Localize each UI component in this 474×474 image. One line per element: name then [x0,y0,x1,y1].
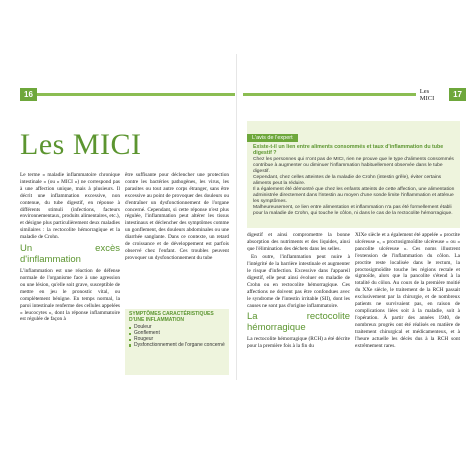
symptom-item: Gonflement [129,331,225,337]
right-column-2 [355,232,460,351]
page-number: 17 [449,88,466,101]
expert-answer: Chez les personnes qui n'ont pas de MICI, rien ne prouve que le type d'aliments consommés contribue à augmenter ou diminuer l'inflammation habituellement observée dans le tube digestif. [253,157,454,175]
body-paragraph: L'inflammation est une réaction de défense normale de l'organisme face à une agression ou une lésion, qu'elle soit grave, susceptible de mettre en jeu le pronostic vital, ou complètement bénigne. En temps normal, la paroi intestinale renferme des cellules appelées « leucocytes », dont la réponse inflammatoire est régulée de façon à [20,268,120,323]
expert-question: Existe-t-il un lien entre aliments consommés et taux d'inflammation du tube digestif ? [253,144,444,157]
bullet-square-icon [129,327,131,329]
symptoms-box [125,309,229,375]
right-page [237,54,466,380]
left-column-2 [125,172,229,263]
bullet-square-icon [129,333,131,335]
symptoms-list [129,325,225,348]
expert-answer: Malheureusement, ce lien entre alimentation et inflammation n'a pas été formellement établi pour la maladie de Crohn, qui touche le côlon, ni dans le cas de la rectocolite hémorragique. [253,205,453,217]
body-paragraph: En outre, l'inflammation peut nuire à l'intégrité de la barrière intestinale et augmenter le risque d'infection. Excessive dans l'appareil digestif, elle peut ainsi évoluer en maladie de Crohn ou en rectocolite hémorragique. Ces affections ne doivent pas être confondues avec le syndrome de l'intestin irritable (SII), dont les causes ne sont pas d'origine inflammatoire. [247,254,350,309]
section-heading: La rectocolite hémorragique [247,311,350,333]
symptom-item: Dysfonctionnement de l'organe concerné [129,343,225,349]
folio-rule [37,93,235,96]
bullet-square-icon [129,339,131,341]
bullet-square-icon [129,344,131,346]
folio-rule [243,93,416,96]
left-folio [20,88,235,101]
left-column-1 [20,172,120,325]
running-head: Les MICI [419,87,435,102]
page-title: Les MICI [20,128,142,161]
body-paragraph: être suffisante pour déclencher une protection contre les bactéries pathogènes, les virus, les parasites ou tout autre corps étranger, sans être excessive au point de provoquer des douleurs ou d'entraîner un dysfonctionnement de l'organe concerné. Cependant, si cette réponse n'est plus régulée, l'inflammation peut altérer les tissus intestinaux et déclencher des symptômes comme un gonflement, des douleurs abdominales ou une diarrhée sanglante. Dans ce contexte, un retard de croissance et de développement est parfois observé chez l'enfant. Ces troubles peuvent provoquer un dysfonctionnement du tube [125,172,229,261]
page-number: 16 [20,88,37,101]
right-folio [243,88,466,101]
section-heading: Un excès d'inflammation [20,243,120,265]
symptom-item: Rougeur [129,337,225,343]
left-page [8,54,237,380]
symptom-item: Douleur [129,325,225,331]
expert-answer: Il a également été démontré que chez les enfants atteints de cette affection, une alimentation administrée directement dans l'intestin au moyen d'une sonde limite l'inflammation et atténue les symptômes. [253,187,455,205]
body-paragraph: XIXe siècle et a également été appelée « proctite ulcéreuse », « proctosigmoïdite ulcéreuse » ou « pancolite ulcéreuse ». Ces noms illustrent l'extension de l'inflammation du côlon. La proctite reste localisée dans le rectum, la proctosigmoïdite touche les régions rectale et sigmoïde, alors que la pancolite s'étend à la totalité du côlon. Au cours de la première moitié du XXe siècle, le traitement de la RCH passait exclusivement par la chirurgie, et de nombreux patients ne survivaient pas, en raison de complications liées soit à la maladie, soit à l'opération. À partir des années 1940, de nombreux progrès ont été réalisés en matière de traitement chirurgical et médicamenteux, et à l'heure actuelle les décès dus à la RCH sont extrêmement rares. [355,232,460,349]
symptoms-heading: SYMPTÔMES CARACTÉRISTIQUES D'UNE INFLAMMATION [129,311,214,323]
book-spread [8,54,466,380]
body-paragraph: La rectocolite hémorragique (RCH) a été décrite pour la première fois à la fin du [247,336,350,350]
expert-box [247,121,460,228]
expert-answer: Cependant, chez celles atteintes de la maladie de Crohn (intestin grêle), éviter certains aliments peut la réduire. [253,175,442,187]
body-paragraph: digestif et ainsi compromettre la bonne absorption des nutriments et des liquides, ainsi que l'élimination des déchets dans les selles. [247,232,350,252]
expert-tab: L'avis de l'expert [247,134,298,142]
intro-paragraph: Le terme « maladie inflammatoire chronique intestinale » (ou « MICI ») ne correspond pas à une affection unique, mais à plusieurs. Il décrit une inflammation excessive, non contenue, du tube digestif, en réponse à différents stimuli (infections, facteurs environnementaux, produits alimentaires, etc.), et désigne plus particulièrement deux maladies similaires : la rectocolite hémorragique et la maladie de Crohn. [20,172,120,241]
right-column-1 [247,232,350,352]
